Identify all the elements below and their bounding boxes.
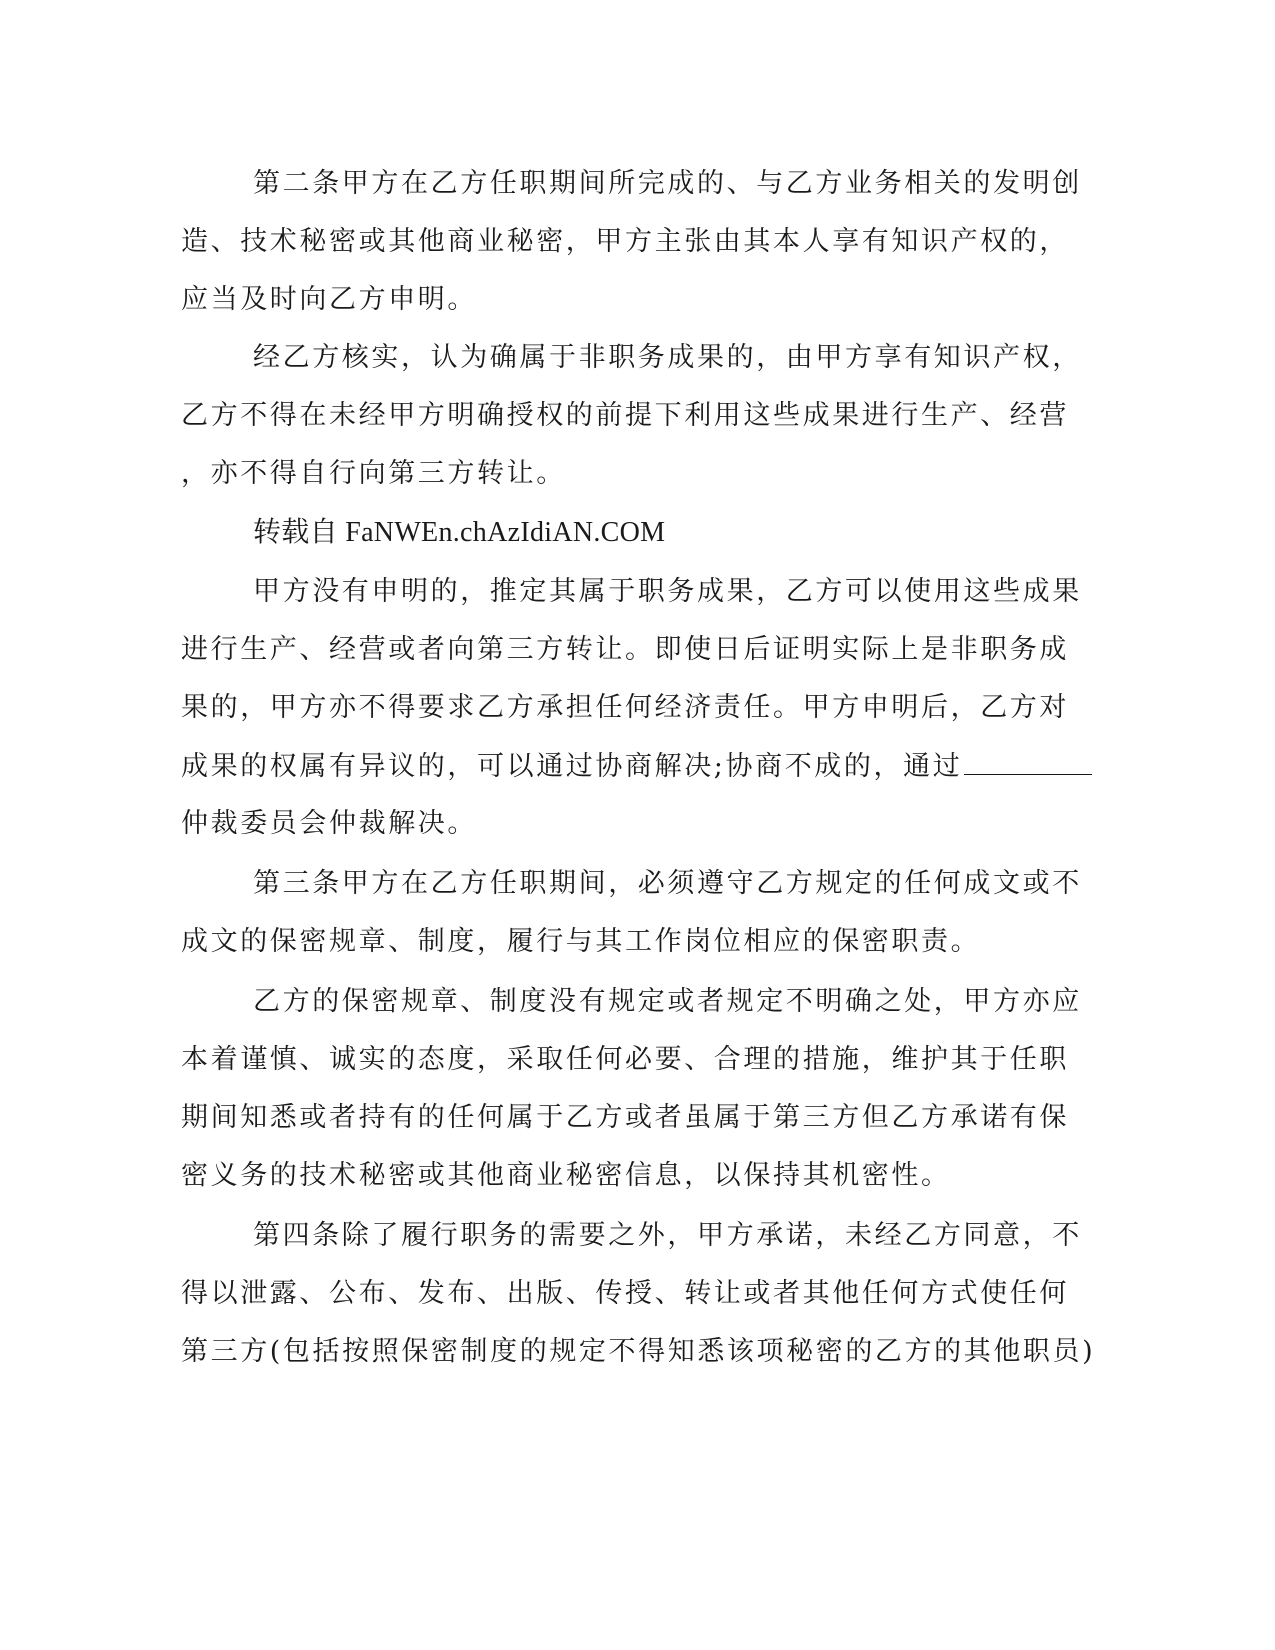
paragraph-line: 得以泄露、公布、发布、出版、传授、转让或者其他任何方式使任何 [181,1278,1069,1309]
source-note: 转载自 FaNWEn.chAzIdiAN.COM [253,517,666,548]
paragraph-line: ，亦不得自行向第三方转让。 [181,458,566,489]
paragraph-line: 应当及时向乙方申明。 [181,284,477,315]
paragraph-line: 第二条甲方在乙方任职期间所完成的、与乙方业务相关的发明创 [253,168,1082,199]
paragraph-line: 密义务的技术秘密或其他商业秘密信息，以保持其机密性。 [181,1160,951,1191]
paragraph-line: 进行生产、经营或者向第三方转让。即使日后证明实际上是非职务成 [181,634,1069,665]
paragraph-line: 乙方不得在未经甲方明确授权的前提下利用这些成果进行生产、经营 [181,400,1069,431]
paragraph-line: 经乙方核实，认为确属于非职务成果的，由甲方享有知识产权， [253,342,1082,373]
paragraph-line-with-blank [181,748,1092,785]
paragraph-line: 仲裁委员会仲裁解决。 [181,808,477,839]
paragraph-line: 第三方(包括按照保密制度的规定不得知悉该项秘密的乙方的其他职员) [181,1336,1096,1367]
paragraph-line: 甲方没有申明的，推定其属于职务成果，乙方可以使用这些成果 [253,576,1082,607]
paragraph-line: 期间知悉或者持有的任何属于乙方或者虽属于第三方但乙方承诺有保 [181,1102,1069,1133]
paragraph-line: 造、技术秘密或其他商业秘密，甲方主张由其本人享有知识产权的， [181,226,1069,257]
paragraph-line: 乙方的保密规章、制度没有规定或者规定不明确之处，甲方亦应 [253,986,1082,1017]
paragraph-line: 第三条甲方在乙方任职期间，必须遵守乙方规定的任何成文或不 [253,868,1082,899]
paragraph-line: 成文的保密规章、制度，履行与其工作岗位相应的保密职责。 [181,926,981,957]
paragraph-line: 果的，甲方亦不得要求乙方承担任何经济责任。甲方申明后，乙方对 [181,692,1069,723]
paragraph-text: 成果的权属有异议的，可以通过协商解决;协商不成的，通过 [181,751,963,782]
paragraph-line: 本着谨慎、诚实的态度，采取任何必要、合理的措施，维护其于任职 [181,1044,1069,1075]
paragraph-line: 第四条除了履行职务的需要之外，甲方承诺，未经乙方同意，不 [253,1220,1082,1251]
fill-in-blank [964,748,1092,775]
